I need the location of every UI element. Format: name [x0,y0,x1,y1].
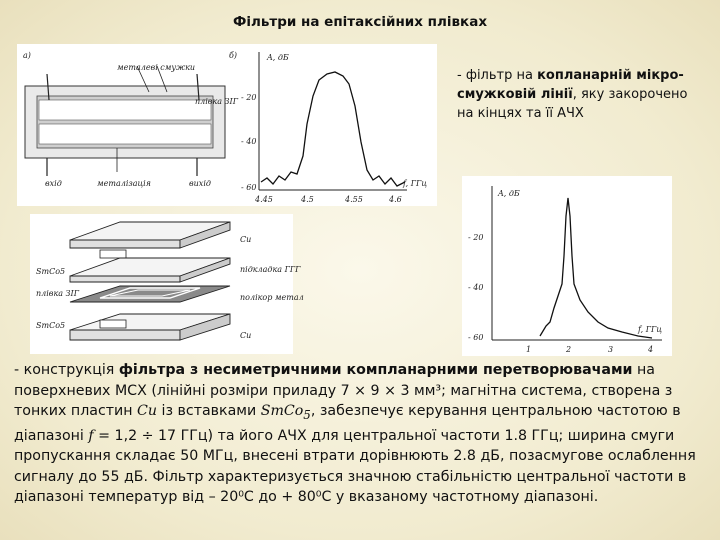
para-text: із вставками [157,403,261,420]
fig-b-response-curve [261,72,405,186]
figure-c-panel [462,176,672,356]
fig-a-label-film: плівка ЗІГ [195,97,238,106]
side-text-bold: копланарній мікро-смужковій лінії [457,68,684,102]
fig-c-response-curve [540,198,652,338]
fig-a-label-input: вхід [45,179,62,188]
fig-a-label-metal: металізація [97,179,151,188]
para-text: , забезпечує керування центральною частотою в діапазоні [14,403,681,444]
side-text-suffix: , яку закорочено на кінцях та її АЧХ [457,87,688,121]
para-formula-f: f [88,427,94,444]
side-description [457,66,697,123]
fig-b-xtick: 4.5 [301,195,314,204]
slide-title: Фільтри на епітаксійних плівках [232,14,488,30]
fig-a-tag: а) [23,51,31,60]
figure-stack-panel [30,214,304,354]
fig-b-ytick: - 60 [241,183,257,192]
stack-label-smco-top: SmCo5 [36,267,66,276]
description-paragraph [14,360,708,508]
fig-b-tag: б) [229,51,238,60]
para-text: = 1,2 ÷ 17 ГГц) та його АЧХ для центральної частоти 1.8 ГГц; ширина смуги пропускання складає 50 МГц, внесені втрати дорівнюють 2.8 дБ, позасмугове ослаблення сигналу до 55 дБ. Фільтр характеризується значною стабільністю центральної частоти в діапазоні температур від – 20⁰С до + 80⁰С у вказаному частотному діапазоні. [14,427,696,506]
para-formula-smco-sub: 5 [303,408,311,423]
figure-ab-panel [17,44,437,206]
figure-ab-svg [17,44,437,206]
fig-b-xtick: 4.45 [255,195,273,204]
fig-c-xtick: 2 [566,345,572,354]
fig-c-xtick: 3 [608,345,614,354]
para-text: - конструкція [14,362,119,378]
para-formula-smco: SmCo [260,403,304,420]
stack-label-yig: плівка ЗІГ [36,289,79,298]
fig-b-ylabel: A, дБ [267,53,289,62]
figure-stack-svg [30,214,304,354]
stack-label-cu-top: Cu [240,235,252,244]
fig-c-ytick: - 60 [468,333,484,342]
fig-b-ytick: - 40 [241,137,257,146]
para-bold: фільтра з несиметричними компланарними перетворювачами [118,362,633,378]
fig-c-ytick: - 20 [468,233,484,242]
stack-label-ggg: підкладка ГГГ [240,265,301,274]
fig-b-ytick: - 20 [241,93,257,102]
fig-b-xtick: 4.6 [389,195,402,204]
fig-b-xtick: 4.55 [345,195,363,204]
fig-a-label-output: вихід [189,179,211,188]
fig-c-xtick: 1 [526,345,532,354]
para-text: на поверхневих МСХ (лінійні розміри приладу 7 × 9 × 3 мм³; магнітна система, створена з тонких пластин [14,362,673,420]
fig-c-ylabel: A, дБ [498,189,520,198]
fig-a-label-strips: металеві смужки [117,63,196,72]
fig-b-xlabel: f, ГГц [403,179,427,188]
figure-c-svg [462,176,672,356]
side-text-prefix: - фільтр на [457,68,538,83]
fig-c-xtick: 4 [648,345,654,354]
stack-label-polikor: полікор метал [240,293,304,302]
stack-label-smco-bottom: SmCo5 [36,321,66,330]
para-formula-cu: Cu [137,403,158,420]
fig-c-xlabel: f, ГГц [638,325,662,334]
fig-c-ytick: - 40 [468,283,484,292]
stack-label-cu-bottom: Cu [240,331,252,340]
